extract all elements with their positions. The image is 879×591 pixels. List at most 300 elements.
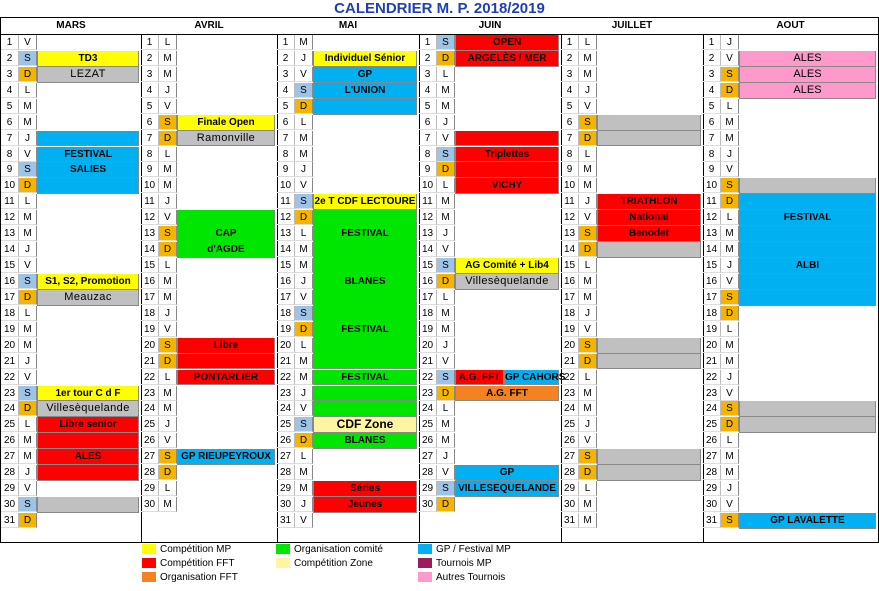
day-number: 29 (277, 481, 295, 496)
event-cell[interactable]: GP LAVALETTE (739, 513, 876, 529)
day-number: 23 (561, 386, 579, 401)
day-letter: V (19, 370, 37, 385)
day-number: 26 (703, 433, 721, 448)
day-letter: L (159, 481, 177, 496)
day-number: 1 (277, 35, 295, 50)
event-cell[interactable]: ALES (37, 449, 139, 465)
day-number: 7 (703, 131, 721, 146)
event-cell[interactable]: 2e T CDF LECTOURE (313, 194, 417, 210)
day-letter: S (295, 417, 313, 432)
event-cell[interactable]: A.G. FFT (455, 386, 559, 402)
day-letter: V (579, 433, 597, 448)
day-letter: L (437, 290, 455, 305)
day-number: 28 (141, 465, 159, 480)
event-cell[interactable]: GP (313, 67, 417, 83)
day-number: 19 (419, 322, 437, 337)
day-letter: V (19, 481, 37, 496)
day-letter: V (295, 401, 313, 416)
event-cell[interactable]: GP RIEUPEYROUX (177, 449, 275, 465)
event-cell[interactable]: Séries (313, 481, 417, 497)
day-letter: L (19, 306, 37, 321)
event-cell[interactable] (739, 401, 876, 417)
day-letter: M (295, 147, 313, 162)
event-cell[interactable]: FESTIVAL (739, 210, 876, 226)
day-letter: V (19, 258, 37, 273)
day-number: 3 (419, 67, 437, 82)
day-number: 1 (141, 35, 159, 50)
legend-swatch (418, 544, 432, 554)
day-letter: S (19, 497, 37, 512)
event-cell[interactable]: FESTIVAL (313, 322, 417, 338)
event-cell[interactable]: Benodet (597, 226, 701, 242)
day-number: 6 (419, 115, 437, 130)
day-letter: L (159, 35, 177, 50)
event-cell[interactable] (37, 433, 139, 449)
event-cell[interactable] (597, 242, 701, 258)
day-letter: M (721, 465, 739, 480)
event-cell-right[interactable]: GP CAHORS (504, 370, 559, 386)
day-letter: J (437, 338, 455, 353)
day-letter: M (19, 338, 37, 353)
day-number: 12 (277, 210, 295, 225)
event-cell[interactable]: ALBI (739, 258, 876, 274)
event-cell[interactable] (37, 497, 139, 513)
event-cell[interactable] (597, 115, 701, 131)
event-cell[interactable] (597, 465, 701, 481)
event-cell[interactable] (313, 386, 417, 402)
day-letter: D (437, 274, 455, 289)
day-letter: J (579, 306, 597, 321)
month-header: MARS (1, 18, 141, 35)
day-number: 16 (703, 274, 721, 289)
legend-label: Tournois MP (436, 558, 492, 569)
day-letter: M (579, 497, 597, 512)
day-number: 22 (277, 370, 295, 385)
day-number: 13 (561, 226, 579, 241)
legend-label: Compétition Zone (294, 558, 373, 569)
day-letter: V (19, 147, 37, 162)
event-cell[interactable] (597, 338, 701, 354)
day-number: 8 (419, 147, 437, 162)
event-cell[interactable] (313, 242, 417, 258)
day-letter: L (159, 147, 177, 162)
day-number: 24 (277, 401, 295, 416)
day-letter: M (159, 386, 177, 401)
legend-swatch (418, 572, 432, 582)
day-number: 10 (703, 178, 721, 193)
day-letter: J (19, 242, 37, 257)
day-number: 8 (703, 147, 721, 162)
day-number: 12 (561, 210, 579, 225)
month-header: AVRIL (141, 18, 277, 35)
legend-label: Organisation FFT (160, 572, 238, 583)
day-letter: S (579, 338, 597, 353)
day-letter: M (295, 131, 313, 146)
day-letter: S (721, 401, 739, 416)
day-letter: S (579, 115, 597, 130)
day-letter: S (437, 481, 455, 496)
day-letter: L (437, 67, 455, 82)
day-letter: V (159, 99, 177, 114)
event-cell[interactable]: Libre (177, 338, 275, 354)
day-letter: S (721, 290, 739, 305)
day-number: 8 (277, 147, 295, 162)
event-cell[interactable] (313, 306, 417, 322)
day-letter: M (721, 226, 739, 241)
day-number: 6 (141, 115, 159, 130)
day-number: 11 (703, 194, 721, 209)
event-cell[interactable]: Villesèquelande (37, 401, 139, 417)
day-number: 26 (277, 433, 295, 448)
day-number: 30 (703, 497, 721, 512)
day-number: 25 (141, 417, 159, 432)
event-cell[interactable]: ALES (739, 83, 876, 99)
day-number: 15 (277, 258, 295, 273)
day-number: 20 (141, 338, 159, 353)
day-number: 6 (1, 115, 19, 130)
event-cell[interactable]: Finale Open (177, 115, 275, 131)
day-letter: S (19, 274, 37, 289)
day-letter: V (437, 465, 455, 480)
day-number: 15 (561, 258, 579, 273)
day-letter: L (579, 258, 597, 273)
event-cell[interactable]: Ramonville (177, 131, 275, 147)
event-cell[interactable]: 1er tour C d F (37, 386, 139, 402)
day-letter: M (159, 162, 177, 177)
event-cell[interactable] (739, 290, 876, 306)
day-number: 3 (1, 67, 19, 82)
event-cell[interactable] (455, 162, 559, 178)
day-number: 13 (1, 226, 19, 241)
day-number: 14 (277, 242, 295, 257)
day-letter: L (437, 401, 455, 416)
day-number: 1 (1, 35, 19, 50)
day-letter: M (295, 35, 313, 50)
event-cell[interactable] (597, 449, 701, 465)
event-cell[interactable] (313, 290, 417, 306)
event-cell[interactable] (313, 258, 417, 274)
event-cell[interactable]: TRIATHLON (597, 194, 701, 210)
event-cell[interactable]: ARGELÈS / MER (455, 51, 559, 67)
event-cell[interactable] (37, 178, 139, 194)
day-number: 28 (277, 465, 295, 480)
month-juillet (561, 18, 703, 542)
day-letter: M (721, 338, 739, 353)
day-letter: V (295, 513, 313, 528)
day-number: 30 (277, 497, 295, 512)
day-letter: V (159, 433, 177, 448)
day-number: 13 (419, 226, 437, 241)
event-cell[interactable]: PONTARLIER (177, 370, 275, 386)
event-cell[interactable]: Villesèquelande (455, 274, 559, 290)
month-header: JUILLET (561, 18, 703, 35)
event-cell[interactable] (597, 131, 701, 147)
day-number: 8 (141, 147, 159, 162)
day-number: 28 (561, 465, 579, 480)
event-cell[interactable]: L'UNION (313, 83, 417, 99)
event-cell[interactable] (739, 226, 876, 242)
month-juin (419, 18, 566, 542)
day-letter: L (159, 258, 177, 273)
day-number: 27 (703, 449, 721, 464)
day-number: 16 (419, 274, 437, 289)
event-cell[interactable] (597, 354, 701, 370)
day-letter: M (19, 433, 37, 448)
day-letter: M (579, 274, 597, 289)
event-cell[interactable] (313, 99, 417, 115)
event-cell-left[interactable]: A.G. FFT (455, 370, 504, 386)
day-letter: J (19, 465, 37, 480)
day-number: 4 (703, 83, 721, 98)
event-cell[interactable]: BLANES (313, 274, 417, 290)
day-letter: L (579, 35, 597, 50)
day-number: 17 (561, 290, 579, 305)
day-letter: J (159, 417, 177, 432)
calendar-grid (0, 17, 879, 543)
day-number: 16 (141, 274, 159, 289)
day-letter: M (437, 417, 455, 432)
legend-swatch (142, 558, 156, 568)
day-letter: J (721, 147, 739, 162)
legend-swatch (276, 544, 290, 554)
day-letter: L (579, 370, 597, 385)
day-number: 13 (277, 226, 295, 241)
day-number: 15 (1, 258, 19, 273)
day-letter: D (19, 290, 37, 305)
event-cell[interactable]: Individuel Sénior (313, 51, 417, 67)
day-letter: V (295, 67, 313, 82)
day-letter: M (295, 465, 313, 480)
page-title: CALENDRIER M. P. 2018/2019 (334, 0, 545, 17)
event-cell[interactable]: OPEN (455, 35, 559, 51)
day-letter: D (295, 322, 313, 337)
day-letter: D (437, 162, 455, 177)
day-letter: J (295, 497, 313, 512)
day-letter: S (721, 178, 739, 193)
event-cell[interactable]: SALIES (37, 162, 139, 178)
legend-label: GP / Festival MP (436, 544, 511, 555)
day-number: 9 (1, 162, 19, 177)
day-number: 21 (1, 354, 19, 369)
month-header: AOUT (703, 18, 878, 35)
day-number: 3 (561, 67, 579, 82)
day-letter: L (579, 147, 597, 162)
day-letter: M (19, 322, 37, 337)
day-number: 5 (561, 99, 579, 114)
event-cell[interactable]: BLANES (313, 433, 417, 449)
day-number: 7 (277, 131, 295, 146)
day-number: 4 (419, 83, 437, 98)
day-letter: M (579, 386, 597, 401)
event-cell[interactable] (313, 401, 417, 417)
day-number: 7 (141, 131, 159, 146)
day-number: 11 (561, 194, 579, 209)
day-number: 28 (703, 465, 721, 480)
day-letter: S (159, 338, 177, 353)
event-cell[interactable] (313, 338, 417, 354)
event-cell[interactable]: d'AGDE (177, 242, 275, 258)
day-letter: M (579, 51, 597, 66)
day-letter: M (159, 290, 177, 305)
day-letter: S (579, 226, 597, 241)
day-number: 30 (141, 497, 159, 512)
day-number: 4 (561, 83, 579, 98)
day-number: 30 (1, 497, 19, 512)
day-letter: V (437, 354, 455, 369)
day-number: 19 (141, 322, 159, 337)
day-number: 23 (419, 386, 437, 401)
event-cell[interactable] (37, 131, 139, 147)
event-cell[interactable]: LEZAT (37, 67, 139, 83)
event-cell[interactable] (739, 242, 876, 258)
day-number: 11 (1, 194, 19, 209)
day-number: 24 (703, 401, 721, 416)
day-letter: D (437, 497, 455, 512)
day-letter: M (295, 370, 313, 385)
day-number: 1 (561, 35, 579, 50)
day-number: 9 (277, 162, 295, 177)
event-cell[interactable]: ALES (739, 51, 876, 67)
event-cell[interactable]: CAP (177, 226, 275, 242)
day-letter: J (579, 194, 597, 209)
day-letter: M (579, 513, 597, 528)
event-cell[interactable]: FESTIVAL (313, 226, 417, 242)
day-number: 14 (1, 242, 19, 257)
event-cell[interactable] (455, 131, 559, 147)
day-number: 20 (561, 338, 579, 353)
event-cell[interactable]: GP (455, 465, 559, 481)
event-cell[interactable]: CDF Zone (313, 417, 417, 433)
day-letter: D (159, 131, 177, 146)
event-cell[interactable]: VILLESEQUELANDE (455, 481, 559, 497)
day-number: 9 (141, 162, 159, 177)
event-cell[interactable]: FESTIVAL (37, 147, 139, 163)
legend-label: Organisation comité (294, 544, 383, 555)
day-letter: M (437, 99, 455, 114)
day-number: 24 (141, 401, 159, 416)
day-letter: M (159, 274, 177, 289)
day-letter: J (295, 274, 313, 289)
day-letter: L (159, 370, 177, 385)
day-letter: J (437, 115, 455, 130)
day-number: 21 (277, 354, 295, 369)
day-letter: V (437, 242, 455, 257)
day-letter: D (579, 242, 597, 257)
day-letter: S (295, 306, 313, 321)
day-number: 25 (419, 417, 437, 432)
legend-label: Compétition FFT (160, 558, 235, 569)
day-number: 18 (561, 306, 579, 321)
day-letter: D (159, 354, 177, 369)
event-cell[interactable] (739, 178, 876, 194)
event-cell[interactable] (739, 417, 876, 433)
day-letter: V (721, 162, 739, 177)
event-cell[interactable] (313, 210, 417, 226)
day-letter: V (721, 274, 739, 289)
event-cell[interactable]: National (597, 210, 701, 226)
event-cell[interactable]: VICHY (455, 178, 559, 194)
day-number: 18 (419, 306, 437, 321)
day-letter: D (19, 67, 37, 82)
day-letter: L (19, 83, 37, 98)
day-number: 27 (419, 449, 437, 464)
day-number: 27 (277, 449, 295, 464)
day-number: 17 (141, 290, 159, 305)
day-letter: D (19, 401, 37, 416)
day-number: 26 (561, 433, 579, 448)
day-number: 30 (561, 497, 579, 512)
day-number: 12 (141, 210, 159, 225)
event-cell[interactable]: FESTIVAL (313, 370, 417, 386)
day-number: 3 (277, 67, 295, 82)
day-letter: M (579, 178, 597, 193)
day-number: 17 (419, 290, 437, 305)
day-letter: M (579, 401, 597, 416)
event-cell[interactable]: Jeunes (313, 497, 417, 513)
event-cell[interactable] (177, 210, 275, 226)
day-letter: J (721, 35, 739, 50)
day-number: 20 (419, 338, 437, 353)
day-number: 12 (419, 210, 437, 225)
day-number: 23 (141, 386, 159, 401)
day-number: 31 (1, 513, 19, 528)
day-number: 11 (277, 194, 295, 209)
event-cell[interactable]: Triplettes (455, 147, 559, 163)
day-number: 22 (561, 370, 579, 385)
day-number: 5 (277, 99, 295, 114)
day-letter: J (437, 226, 455, 241)
day-number: 18 (1, 306, 19, 321)
day-letter: S (721, 67, 739, 82)
event-cell[interactable]: S1, S2, Promotion (37, 274, 139, 290)
event-cell[interactable]: ALES (739, 67, 876, 83)
day-letter: S (19, 386, 37, 401)
day-number: 29 (561, 481, 579, 496)
day-number: 19 (703, 322, 721, 337)
day-number: 27 (561, 449, 579, 464)
day-letter: M (579, 162, 597, 177)
day-letter: J (579, 417, 597, 432)
day-number: 17 (277, 290, 295, 305)
legend-label: Autres Tournois (436, 572, 506, 583)
day-letter: M (721, 354, 739, 369)
day-number: 23 (703, 386, 721, 401)
day-number: 6 (703, 115, 721, 130)
event-cell[interactable] (177, 354, 275, 370)
day-letter: S (159, 226, 177, 241)
day-letter: V (579, 210, 597, 225)
day-letter: J (295, 51, 313, 66)
legend-swatch (418, 558, 432, 568)
legend-swatch (142, 544, 156, 554)
event-cell[interactable]: Meauzac (37, 290, 139, 306)
event-cell[interactable] (313, 354, 417, 370)
day-number: 15 (141, 258, 159, 273)
event-cell[interactable] (739, 274, 876, 290)
day-number: 11 (141, 194, 159, 209)
event-cell[interactable] (739, 194, 876, 210)
day-letter: D (159, 242, 177, 257)
day-number: 26 (1, 433, 19, 448)
event-cell[interactable]: AG Comité + Lib4 (455, 258, 559, 274)
day-letter: J (159, 194, 177, 209)
event-cell[interactable]: Libre senior (37, 417, 139, 433)
event-cell[interactable]: TD3 (37, 51, 139, 67)
day-number: 21 (703, 354, 721, 369)
day-letter: L (721, 322, 739, 337)
event-cell[interactable] (37, 465, 139, 481)
day-number: 23 (1, 386, 19, 401)
